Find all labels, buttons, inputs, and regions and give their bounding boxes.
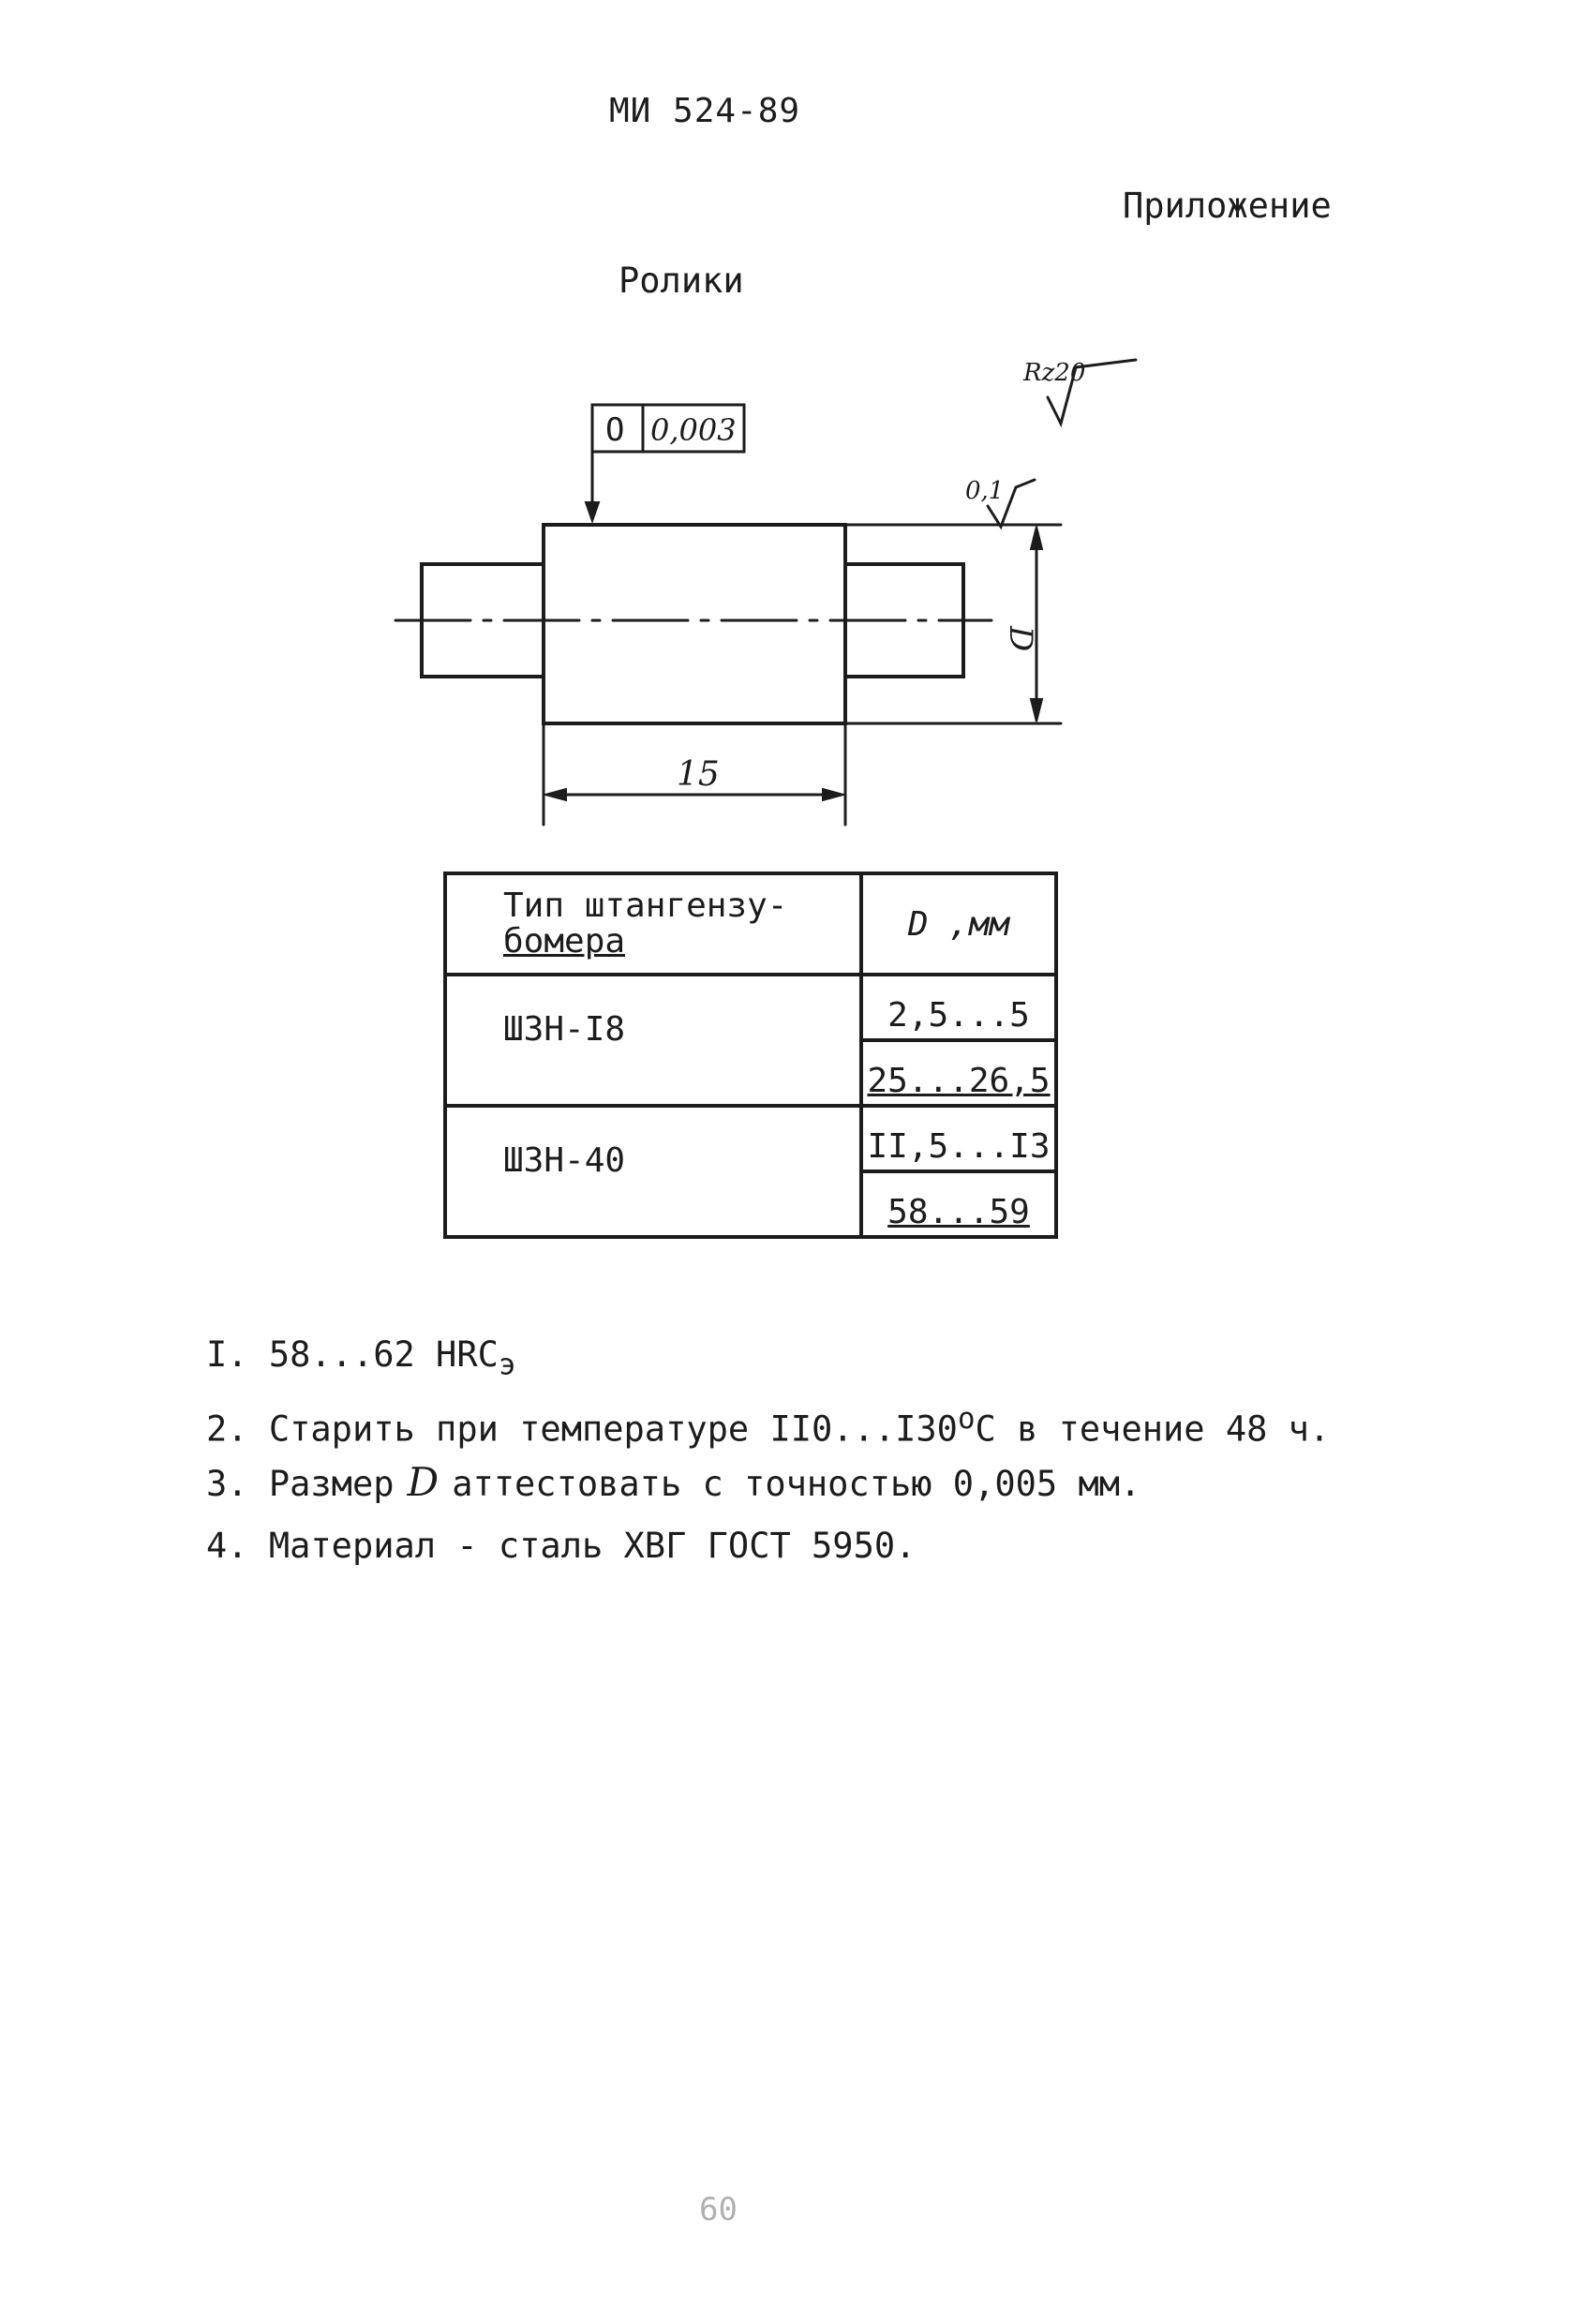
page-title: Ролики [619, 261, 744, 301]
page-number: 60 [699, 2191, 738, 2228]
table-row [445, 975, 1056, 1040]
note-item: I. 58...62 $HRC_э$ [206, 1334, 516, 1382]
note-item: 3. Размер D аттестовать с точностью 0,005 мм. [206, 1459, 1141, 1505]
table-row [445, 1106, 1056, 1171]
row-type: ШЗН-I8 [445, 975, 861, 1106]
dimension-d-symbol: D [407, 1459, 440, 1505]
diameter-label: D [1002, 626, 1039, 652]
row-type: ШЗН-40 [445, 1106, 861, 1237]
length-label: 15 [677, 755, 720, 794]
header-type: Тип штангензу- бомера [445, 873, 861, 975]
roller-body [544, 525, 845, 723]
header-d: D ,мм [861, 873, 1056, 975]
roller-drawing [0, 0, 1595, 862]
roughness-top-label: Rz20 [1023, 359, 1086, 387]
tolerance-value: 0,003 [650, 412, 737, 448]
row-value: 2,5...5 [861, 975, 1056, 1040]
row-value: II,5...I3 [861, 1106, 1056, 1171]
note-item: 2. Старить при температуре II0...I30$^o$C в течение 48 ч. [206, 1402, 1331, 1450]
notes-list [206, 1323, 1330, 1578]
table-header-row [445, 873, 1056, 975]
document-number: МИ 524-89 [609, 92, 801, 130]
tolerance-symbol: O [605, 411, 625, 449]
row-value: 25...26,5 [861, 1040, 1056, 1106]
roughness-side-label: 0,1 [965, 477, 1005, 505]
caliper-table [443, 872, 1058, 1239]
appendix-label: Приложение [1123, 186, 1332, 226]
note-item: 4. Материал - сталь ХВГ ГОСТ 5950. [206, 1526, 917, 1566]
row-value: 58...59 [861, 1171, 1056, 1237]
